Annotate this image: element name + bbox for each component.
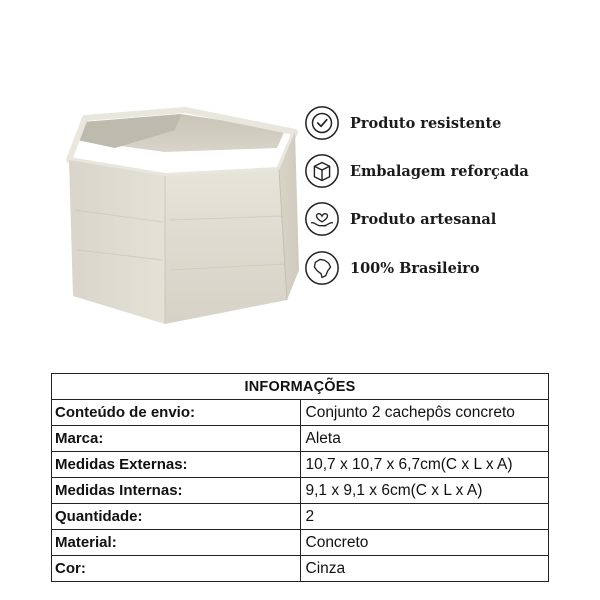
table-row (52, 400, 549, 426)
table-header: INFORMAÇÕES (52, 374, 549, 400)
feature-item-artesanal (303, 199, 496, 239)
row-key: Quantidade: (52, 504, 301, 530)
feature-label: Produto resistente (350, 114, 502, 132)
check-circle-icon (303, 104, 341, 142)
table-row (52, 478, 549, 504)
package-box-icon (303, 152, 341, 190)
feature-item-resistente (303, 103, 501, 143)
row-key: Marca: (52, 426, 301, 452)
row-value: Concreto (300, 530, 549, 556)
feature-label: Produto artesanal (350, 210, 497, 228)
row-key: Cor: (52, 556, 301, 582)
row-value: Aleta (300, 426, 549, 452)
table-row (52, 426, 549, 452)
row-value: Cinza (300, 556, 549, 582)
row-key: Medidas Internas: (52, 478, 301, 504)
hands-heart-icon (303, 200, 341, 238)
row-key: Conteúdo de envio: (52, 400, 301, 426)
table-header-row (52, 374, 549, 400)
feature-item-brasileiro (303, 248, 480, 288)
product-image-hexagonal-planter (55, 100, 305, 340)
row-value: Conjunto 2 cachepôs concreto (300, 400, 549, 426)
feature-item-embalagem (303, 151, 529, 191)
row-value: 9,1 x 9,1 x 6cm(C x L x A) (300, 478, 549, 504)
table-row (52, 556, 549, 582)
row-key: Material: (52, 530, 301, 556)
row-key: Medidas Externas: (52, 452, 301, 478)
table-row (52, 530, 549, 556)
feature-label: Embalagem reforçada (350, 162, 529, 180)
row-value: 2 (300, 504, 549, 530)
table-row (52, 452, 549, 478)
table-row (52, 504, 549, 530)
brazil-map-icon (303, 249, 341, 287)
info-table (51, 373, 549, 582)
row-value: 10,7 x 10,7 x 6,7cm(C x L x A) (300, 452, 549, 478)
feature-label: 100% Brasileiro (350, 259, 480, 277)
